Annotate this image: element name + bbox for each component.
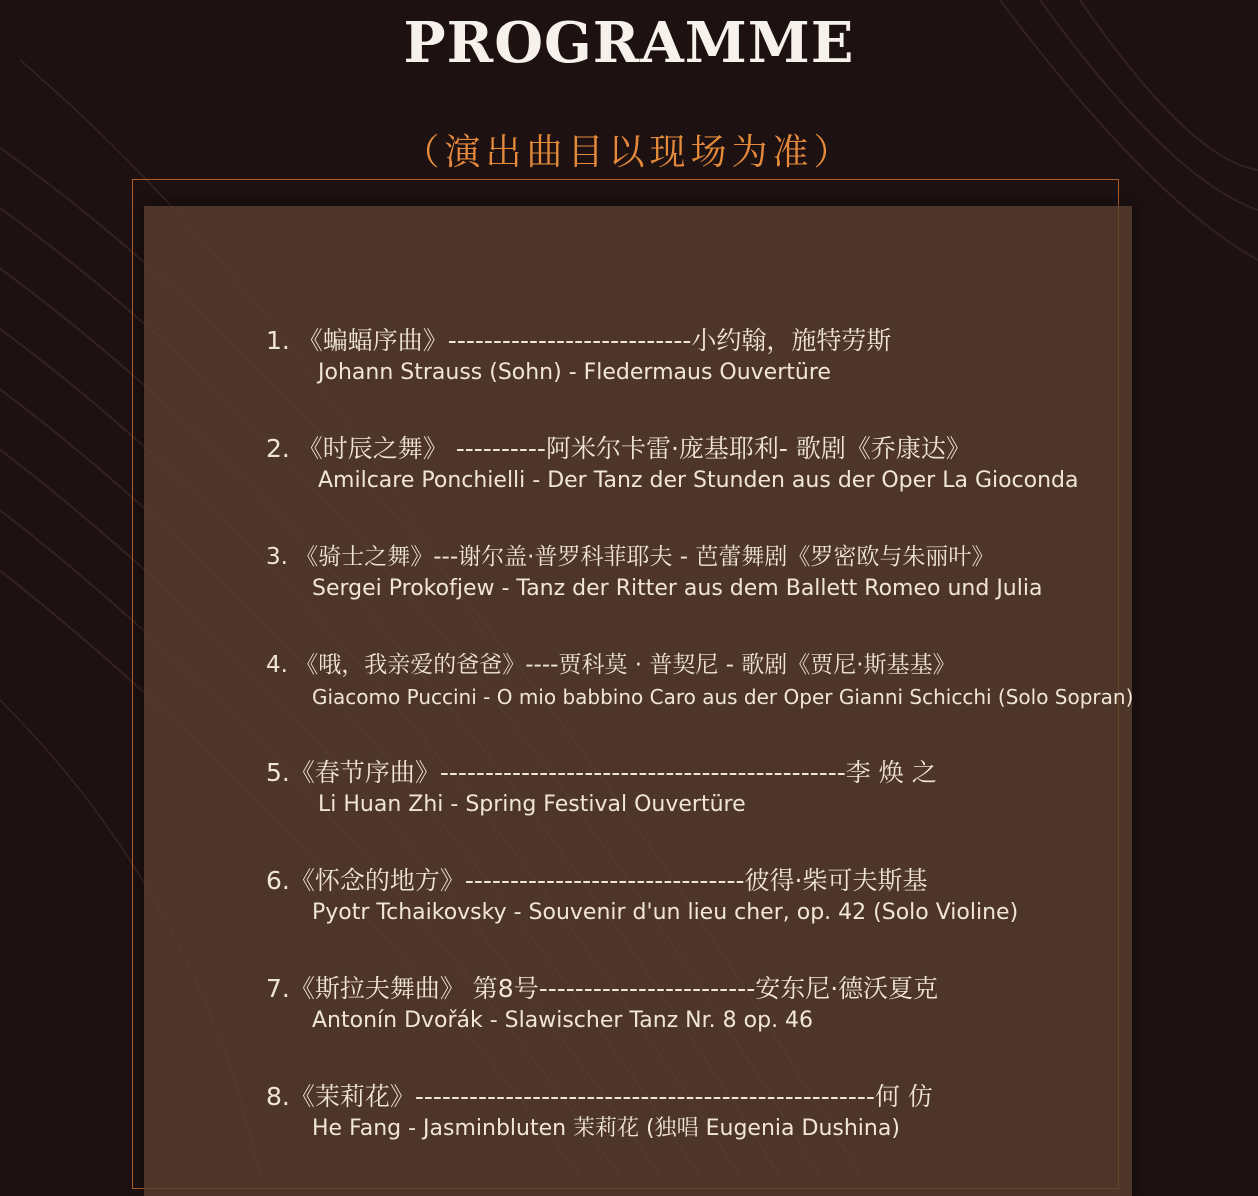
programme-item-2: [266, 433, 1079, 495]
programme-item-7-english: Antonín Dvořák - Slawischer Tanz Nr. 8 op. 46: [312, 1008, 814, 1033]
programme-item-4-chinese: 4. 《哦，我亲爱的爸爸》----贾科莫 · 普契尼 - 歌剧《贾尼·斯基基》: [266, 652, 956, 678]
programme-item-1-chinese: 1. 《蝙蝠序曲》---------------------------小约翰，施特劳斯: [266, 326, 892, 355]
programme-item-4-english: Giacomo Puccini - O mio babbino Caro aus der Oper Gianni Schicchi (Solo Sopran): [312, 685, 1134, 709]
programme-item-2-english: Amilcare Ponchielli - Der Tanz der Stunden aus der Oper La Gioconda: [318, 468, 1079, 493]
programme-item-8-english: He Fang - Jasminbluten 茉莉花 (独唱 Eugenia Dushina): [312, 1116, 900, 1141]
programme-item-3: [266, 541, 1042, 603]
programme-item-5-english: Li Huan Zhi - Spring Festival Ouvertüre: [318, 792, 746, 817]
programme-item-6: [266, 865, 1018, 927]
programme-item-6-chinese: 6.《怀念的地方》-------------------------------彼得·柴可夫斯基: [266, 866, 928, 895]
programme-item-3-chinese: 3. 《骑士之舞》---谢尔盖·普罗科菲耶夫 - 芭蕾舞剧《罗密欧与朱丽叶》: [266, 544, 995, 570]
programme-item-2-chinese: 2. 《时辰之舞》 ----------阿米尔卡雷·庞基耶利- 歌剧《乔康达》: [266, 434, 971, 463]
programme-item-6-english: Pyotr Tchaikovsky - Souvenir d'un lieu cher, op. 42 (Solo Violine): [312, 900, 1019, 925]
programme-item-8-chinese: 8.《茉莉花》---------------------------------------------------何 仿: [266, 1082, 933, 1111]
programme-item-3-english: Sergei Prokofjew - Tanz der Ritter aus dem Ballett Romeo und Julia: [312, 576, 1043, 601]
programme-item-4: [266, 649, 1133, 711]
programme-item-5: [266, 757, 937, 819]
page-subtitle: （演出曲目以现场为准）: [403, 132, 855, 173]
programme-item-1-english: Johann Strauss (Sohn) - Fledermaus Ouvertüre: [318, 360, 831, 385]
page-title: PROGRAMME: [403, 10, 855, 76]
programme-item-5-chinese: 5.《春节序曲》---------------------------------------------李 焕 之: [266, 758, 937, 787]
programme-item-7-chinese: 7.《斯拉夫舞曲》 第8号------------------------安东尼·德沃夏克: [266, 974, 939, 1003]
programme-item-1: [266, 325, 891, 387]
programme-item-8: [266, 1081, 933, 1143]
programme-item-7: [266, 973, 938, 1035]
